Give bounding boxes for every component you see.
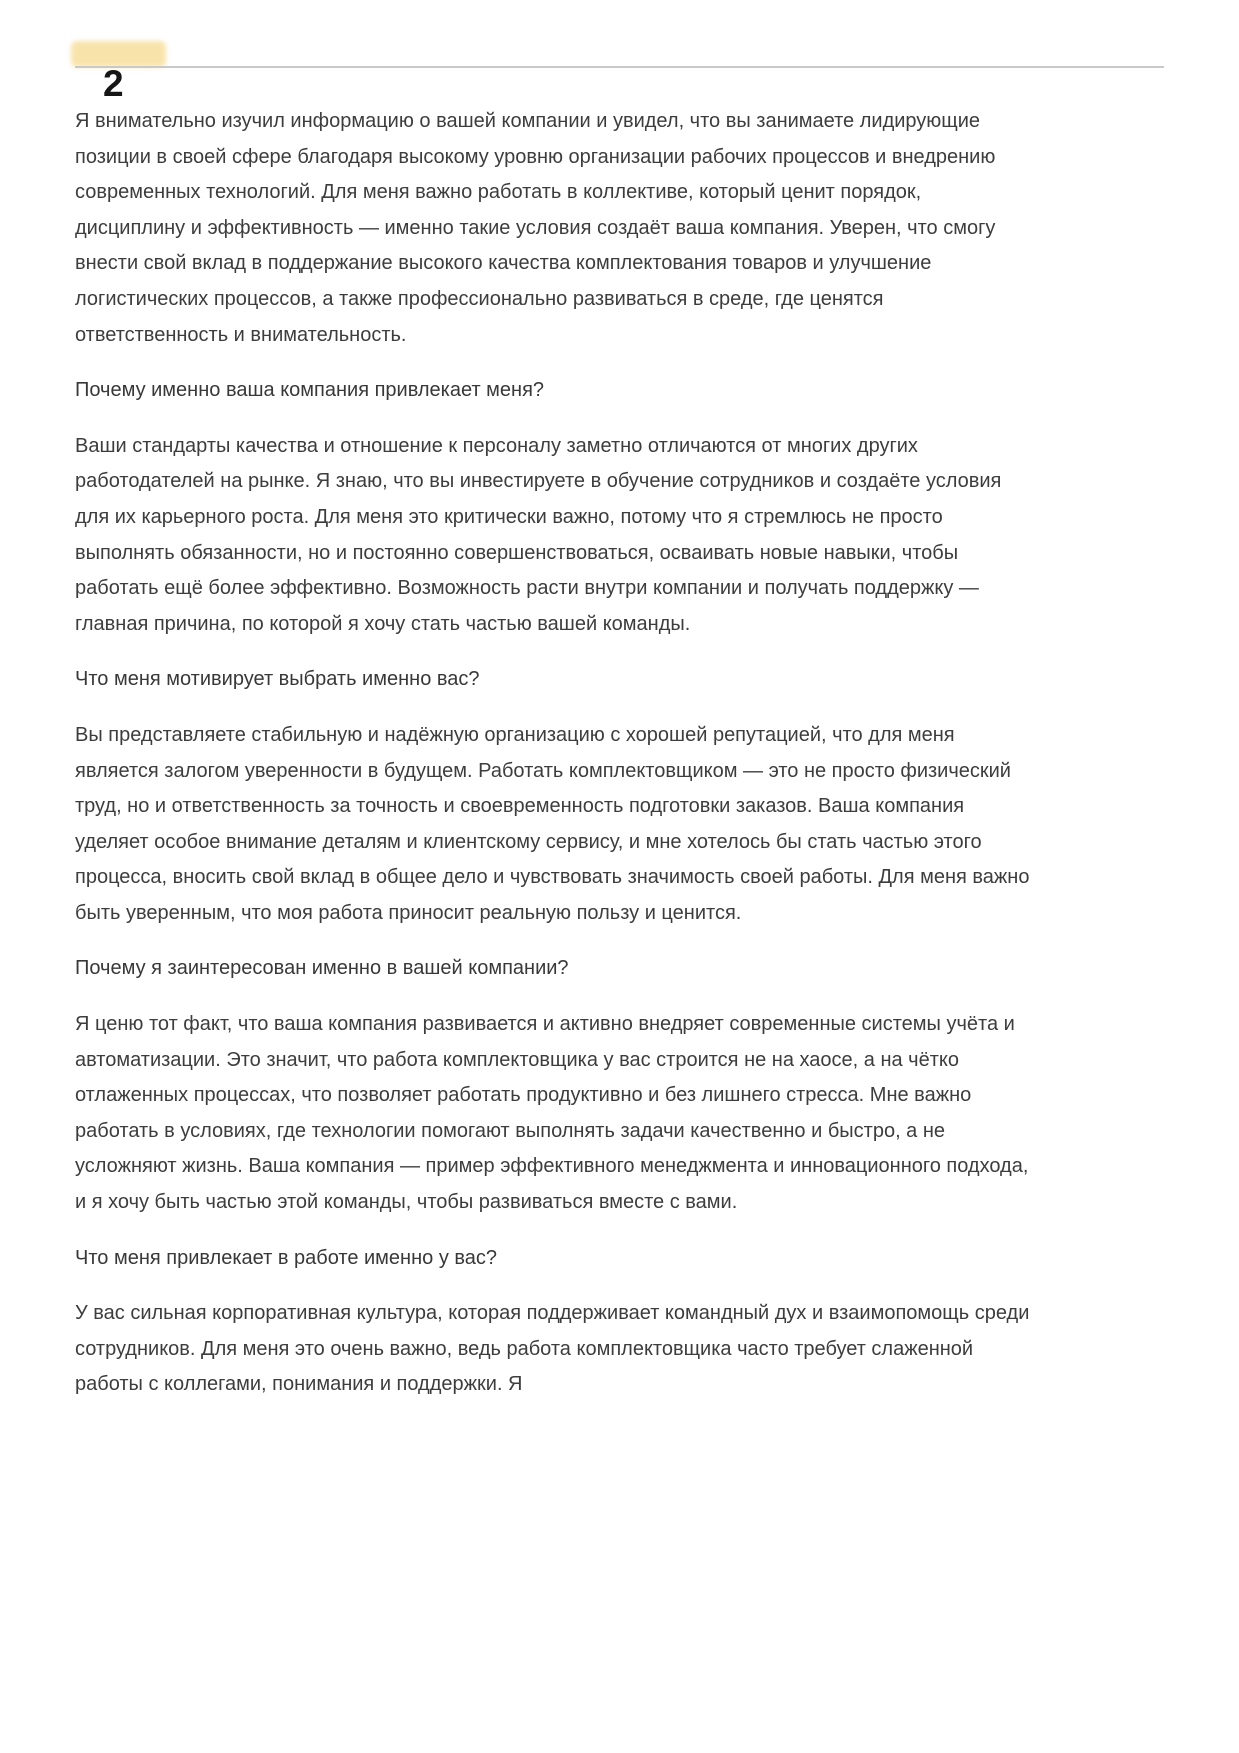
page-divider <box>75 66 1164 68</box>
paragraph: Я внимательно изучил информацию о вашей компании и увидел, что вы занимаете лидирующие позиции в своей сфере благодаря высокому уровню организации рабочих процессов и внедрению современных технологий. Для меня важно работать в коллективе, который ценит порядок, дисциплину и эффективность — именно такие условия создаёт ваша компания. Уверен, что смогу внести свой вклад в поддержание высокого качества комплектования товаров и улучшение логистических процессов, а также профессионально развиваться в среде, где ценятся ответственность и внимательность. <box>75 110 996 346</box>
document-body <box>75 104 1033 1423</box>
page-number: 2 <box>103 63 124 104</box>
section-question: Почему я заинтересован именно в вашей компании? <box>75 957 569 980</box>
paragraph: Я ценю тот факт, что ваша компания развивается и активно внедряет современные системы учёта и автоматизации. Это значит, что работа комплектовщика у вас строится не на хаосе, а на чётко отлаженных процессах, что позволяет работать продуктивно и без лишнего стресса. Мне важно работать в условиях, где технологии помогают выполнять задачи качественно и быстро, а не усложняют жизнь. Ваша компания — пример эффективного менеджмента и инновационного подхода, и я хочу быть частью этой команды, чтобы развиваться вместе с вами. <box>75 1013 1029 1214</box>
paragraph: У вас сильная корпоративная культура, которая поддерживает командный дух и взаимопомощь среди сотрудников. Для меня это очень важно, ведь работа комплектовщика часто требует слаженной работы с коллегами, понимания и поддержки. Я <box>75 1302 1030 1396</box>
section-question: Что меня привлекает в работе именно у вас? <box>75 1246 498 1269</box>
section-question: Почему именно ваша компания привлекает меня? <box>75 379 545 402</box>
paragraph: Ваши стандарты качества и отношение к персоналу заметно отличаются от многих других работодателей на рынке. Я знаю, что вы инвестируете в обучение сотрудников и создаёте условия для их карьерного роста. Для меня это критически важно, потому что я стремлюсь не просто выполнять обязанности, но и постоянно совершенствоваться, осваивать новые навыки, чтобы работать ещё более эффективно. Возможность расти внутри компании и получать поддержку — главная причина, по которой я хочу стать частью вашей команды. <box>75 434 1002 635</box>
section-question: Что меня мотивирует выбрать именно вас? <box>75 668 480 691</box>
paragraph: Вы представляете стабильную и надёжную организацию с хорошей репутацией, что для меня является залогом уверенности в будущем. Работать комплектовщиком — это не просто физический труд, но и ответственность за точность и своевременность подготовки заказов. Ваша компания уделяет особое внимание деталям и клиентскому сервису, и мне хотелось бы стать частью этого процесса, вносить свой вклад в общее дело и чувствовать значимость своей работы. Для меня важно быть уверенным, что моя работа приносит реальную пользу и ценится. <box>75 723 1030 924</box>
